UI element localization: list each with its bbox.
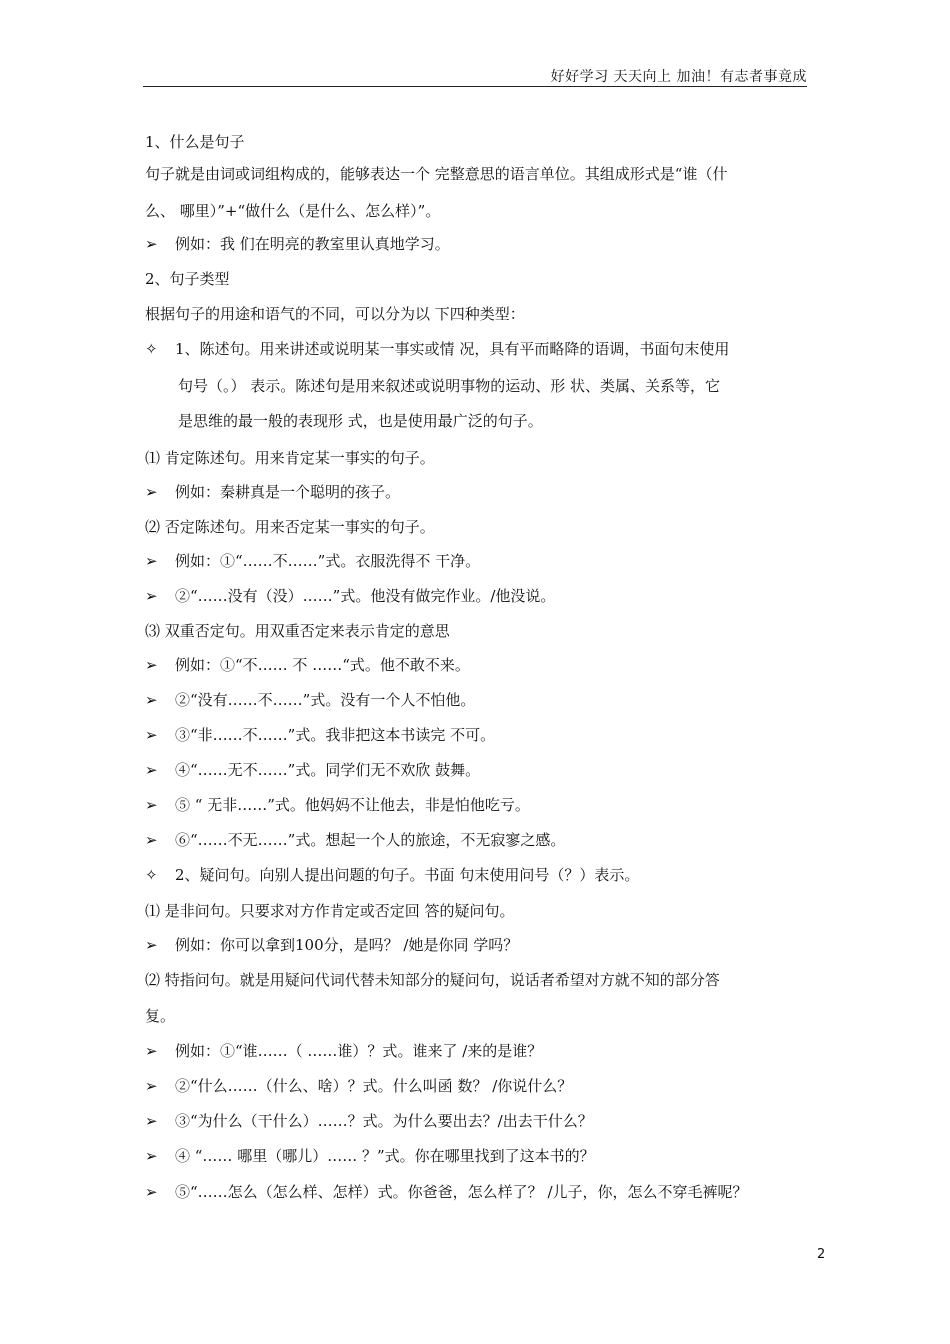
- text-line: [145, 269, 230, 289]
- arrow-bullet-icon: ➢: [145, 761, 158, 779]
- line-text: 例如：①“……不……”式。衣服洗得不 干净。: [175, 552, 481, 570]
- example-item: [145, 690, 475, 710]
- text-line: [145, 132, 245, 152]
- arrow-bullet-icon: ➢: [145, 1183, 158, 1201]
- line-text: ⑶ 双重否定句。用双重否定来表示肯定的意思: [145, 622, 450, 640]
- arrow-bullet-icon: ➢: [145, 796, 158, 814]
- line-text: 1、陈述句。用来讲述或说明某一事实或情 况，具有平而略降的语调，书面句末使用: [175, 340, 730, 358]
- section-item: [145, 339, 729, 359]
- line-text: ③“为什么（干什么）……？式。为什么要出去？/出去干什么？: [175, 1112, 593, 1130]
- arrow-bullet-icon: ➢: [145, 691, 158, 709]
- line-text: ②“……没有（没）……”式。他没有做完作业。/他没说。: [175, 587, 556, 605]
- line-text: ⑥“……不无……”式。想起一个人的旅途，不无寂寥之感。: [175, 831, 566, 849]
- text-line: [145, 621, 450, 641]
- line-text: 2、句子类型: [145, 270, 230, 288]
- line-text: 例如：①“不…… 不 ……“式。他不敢不来。: [175, 656, 470, 674]
- text-line: [145, 304, 525, 324]
- line-text: 么、 哪里）”+“做什么（是什么、怎么样）”。: [145, 202, 441, 220]
- line-text: 根据句子的用途和语气的不同，可以分为以 下四种类型：: [145, 305, 525, 323]
- arrow-bullet-icon: ➢: [145, 726, 158, 744]
- example-item: [145, 1041, 542, 1061]
- line-text: ⑴ 是非问句。只要求对方作肯定或否定回 答的疑问句。: [145, 902, 515, 920]
- diamond-bullet-icon: ✧: [145, 866, 158, 884]
- arrow-bullet-icon: ➢: [145, 1042, 158, 1060]
- line-text: 句子就是由词或词组构成的，能够表达一个 完整意思的语言单位。其组成形式是“谁（什: [145, 165, 728, 183]
- example-item: [145, 234, 450, 254]
- example-item: [145, 935, 518, 955]
- line-text: 2、疑问句。向别人提出问题的句子。书面 句末使用问号（？）表示。: [175, 866, 640, 884]
- arrow-bullet-icon: ➢: [145, 936, 158, 954]
- arrow-bullet-icon: ➢: [145, 552, 158, 570]
- example-item: [145, 1111, 593, 1131]
- arrow-bullet-icon: ➢: [145, 483, 158, 501]
- arrow-bullet-icon: ➢: [145, 1077, 158, 1095]
- example-item: [145, 586, 555, 606]
- line-text: ②“什么……（什么、啥）？式。什么叫函 数？ /你说什么？: [175, 1077, 573, 1095]
- example-item: [145, 1146, 595, 1166]
- example-item: [145, 482, 400, 502]
- header-rule: [143, 86, 807, 87]
- section-item: [145, 865, 639, 885]
- line-text: ③“非……不……”式。我非把这本书读完 不可。: [175, 726, 496, 744]
- line-text: 例如：我 们在明亮的教室里认真地学习。: [175, 235, 450, 253]
- example-item: [145, 1076, 572, 1096]
- line-text: ⑴ 肯定陈述句。用来肯定某一事实的句子。: [145, 449, 435, 467]
- text-line: [145, 901, 515, 921]
- page-header: 好好学习 天天向上 加油！有志者事竟成: [550, 69, 807, 85]
- arrow-bullet-icon: ➢: [145, 235, 158, 253]
- example-item: [145, 830, 565, 850]
- line-text: 例如：你可以拿到100分，是吗？ /她是你同 学吗？: [175, 936, 519, 954]
- arrow-bullet-icon: ➢: [145, 1112, 158, 1130]
- line-text: 复。: [145, 1007, 176, 1025]
- example-item: [145, 1182, 748, 1202]
- line-text: 1、什么是句子: [145, 133, 245, 151]
- text-line: [145, 517, 435, 537]
- diamond-bullet-icon: ✧: [145, 340, 158, 358]
- arrow-bullet-icon: ➢: [145, 831, 158, 849]
- line-text: ④ “…… 哪里（哪儿）…… ？”式。你在哪里找到了这本书的？: [175, 1147, 595, 1165]
- line-text: 例如：①“谁……（ ……谁）？式。谁来了 /来的是谁？: [175, 1042, 543, 1060]
- text-line: [178, 376, 720, 396]
- arrow-bullet-icon: ➢: [145, 587, 158, 605]
- line-text: ⑵ 特指问句。就是用疑问代词代替未知部分的疑问句，说话者希望对方就不知的部分答: [145, 971, 720, 989]
- line-text: ②“没有……不……”式。没有一个人不怕他。: [175, 691, 476, 709]
- page-number: 2: [817, 1247, 826, 1262]
- text-line: [145, 1006, 175, 1026]
- line-text: ④“……无不……”式。同学们无不欢欣 鼓舞。: [175, 761, 481, 779]
- line-text: ⑤ “ 无非……”式。他妈妈不让他去，非是怕他吃亏。: [175, 796, 530, 814]
- text-line: [145, 970, 720, 990]
- line-text: 例如：秦耕真是一个聪明的孩子。: [175, 483, 401, 501]
- line-text: ⑤“……怎么（怎么样、怎样）式。你爸爸，怎么样了？ /儿子，你，怎么不穿毛裤呢？: [175, 1183, 748, 1201]
- example-item: [145, 551, 480, 571]
- text-line: [145, 164, 727, 184]
- example-item: [145, 725, 495, 745]
- line-text: 句号（。） 表示。陈述句是用来叙述或说明事物的运动、形 状、类属、关系等，它: [178, 377, 721, 395]
- text-line: [178, 411, 543, 431]
- example-item: [145, 760, 480, 780]
- line-text: ⑵ 否定陈述句。用来否定某一事实的句子。: [145, 518, 435, 536]
- text-line: [145, 448, 435, 468]
- text-line: [145, 201, 440, 221]
- example-item: [145, 795, 530, 815]
- arrow-bullet-icon: ➢: [145, 656, 158, 674]
- line-text: 是思维的最一般的表现形 式，也是使用最广泛的句子。: [178, 412, 543, 430]
- example-item: [145, 655, 470, 675]
- arrow-bullet-icon: ➢: [145, 1147, 158, 1165]
